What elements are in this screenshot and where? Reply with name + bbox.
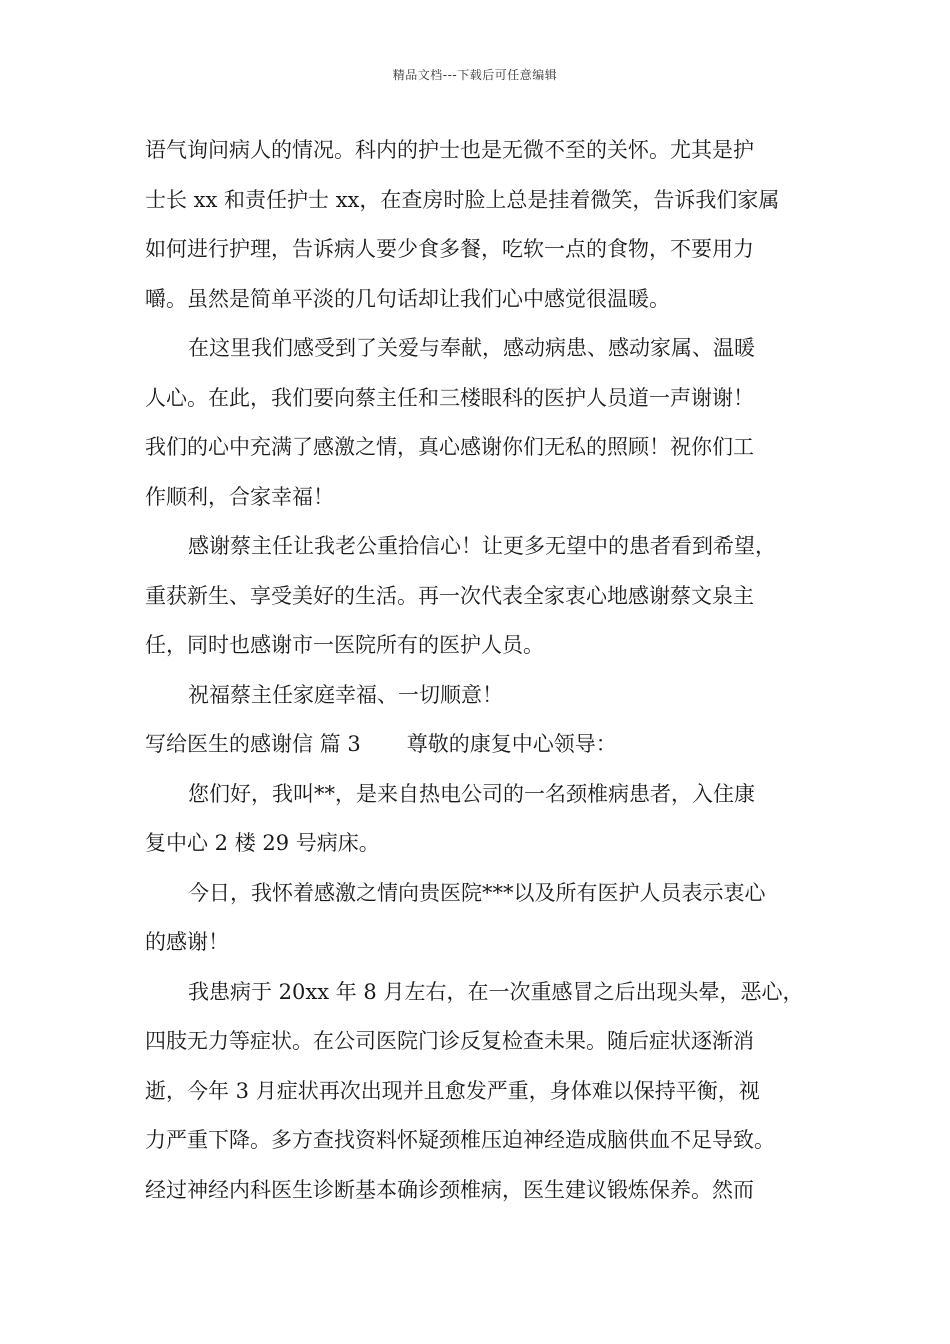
text-line: 祝福蔡主任家庭幸福、一切顺意！ [188, 682, 503, 707]
text-line: 的感谢！ [145, 930, 229, 954]
text-line: 人心。在此，我们要向蔡主任和三楼眼科的医护人员道一声谢谢！ [145, 385, 754, 410]
page-header: 精品文档---下载后可任意编辑 [392, 68, 558, 82]
text-line: 我们的心中充满了感激之情，真心感谢你们无私的照顾！祝你们工 [145, 435, 754, 459]
text-line: 今日，我怀着感激之情向贵医院***以及所有医护人员表示衷心 [188, 880, 766, 905]
text-line: 如何进行护理，告诉病人要少食多餐，吃软一点的食物，不要用力 [145, 237, 754, 261]
text-line: 逝，今年 3 月症状再次出现并且愈发严重，身体难以保持平衡，视 [145, 1078, 760, 1103]
text-line: 您们好，我叫**，是来自热电公司的一名颈椎病患者，入住康 [188, 781, 755, 806]
text-line: 士长 xx 和责任护士 xx，在查房时脸上总是挂着微笑，告诉我们家属 [145, 187, 780, 212]
text-line: 四肢无力等症状。在公司医院门诊反复检查未果。随后症状逐渐消 [145, 1029, 754, 1053]
text-line: 语气询问病人的情况。科内的护士也是无微不至的关怀。尤其是护 [145, 138, 754, 162]
text-line: 在这里我们感受到了关爱与奉献，感动病患、感动家属、温暖 [188, 336, 755, 360]
text-line: 我患病于 20xx 年 8 月左右，在一次重感冒之后出现头晕，恶心， [188, 979, 804, 1004]
text-line: 重获新生、享受美好的生活。再一次代表全家衷心地感谢蔡文泉主 [145, 583, 754, 608]
text-line: 力严重下降。多方查找资料怀疑颈椎压迫神经造成脑供血不足导致。 [145, 1128, 775, 1152]
text-line: 任，同时也感谢市一医院所有的医护人员。 [145, 633, 544, 657]
document-body [145, 126, 825, 1215]
text-line: 作顺利，合家幸福！ [145, 484, 334, 509]
salutation: 尊敬的康复中心领导： [406, 732, 617, 756]
text-line: 经过神经内科医生诊断基本确诊颈椎病，医生建议锻炼保养。然而 [145, 1177, 754, 1202]
section-title-line [145, 720, 825, 770]
section-title: 写给医生的感谢信 篇 3 [145, 732, 361, 756]
text-line: 感谢蔡主任让我老公重拾信心！让更多无望中的患者看到希望， [188, 534, 776, 558]
text-line: 嚼。虽然是简单平淡的几句话却让我们心中感觉很温暖。 [145, 286, 670, 311]
text-line: 复中心 2 楼 29 号病床。 [145, 831, 380, 855]
